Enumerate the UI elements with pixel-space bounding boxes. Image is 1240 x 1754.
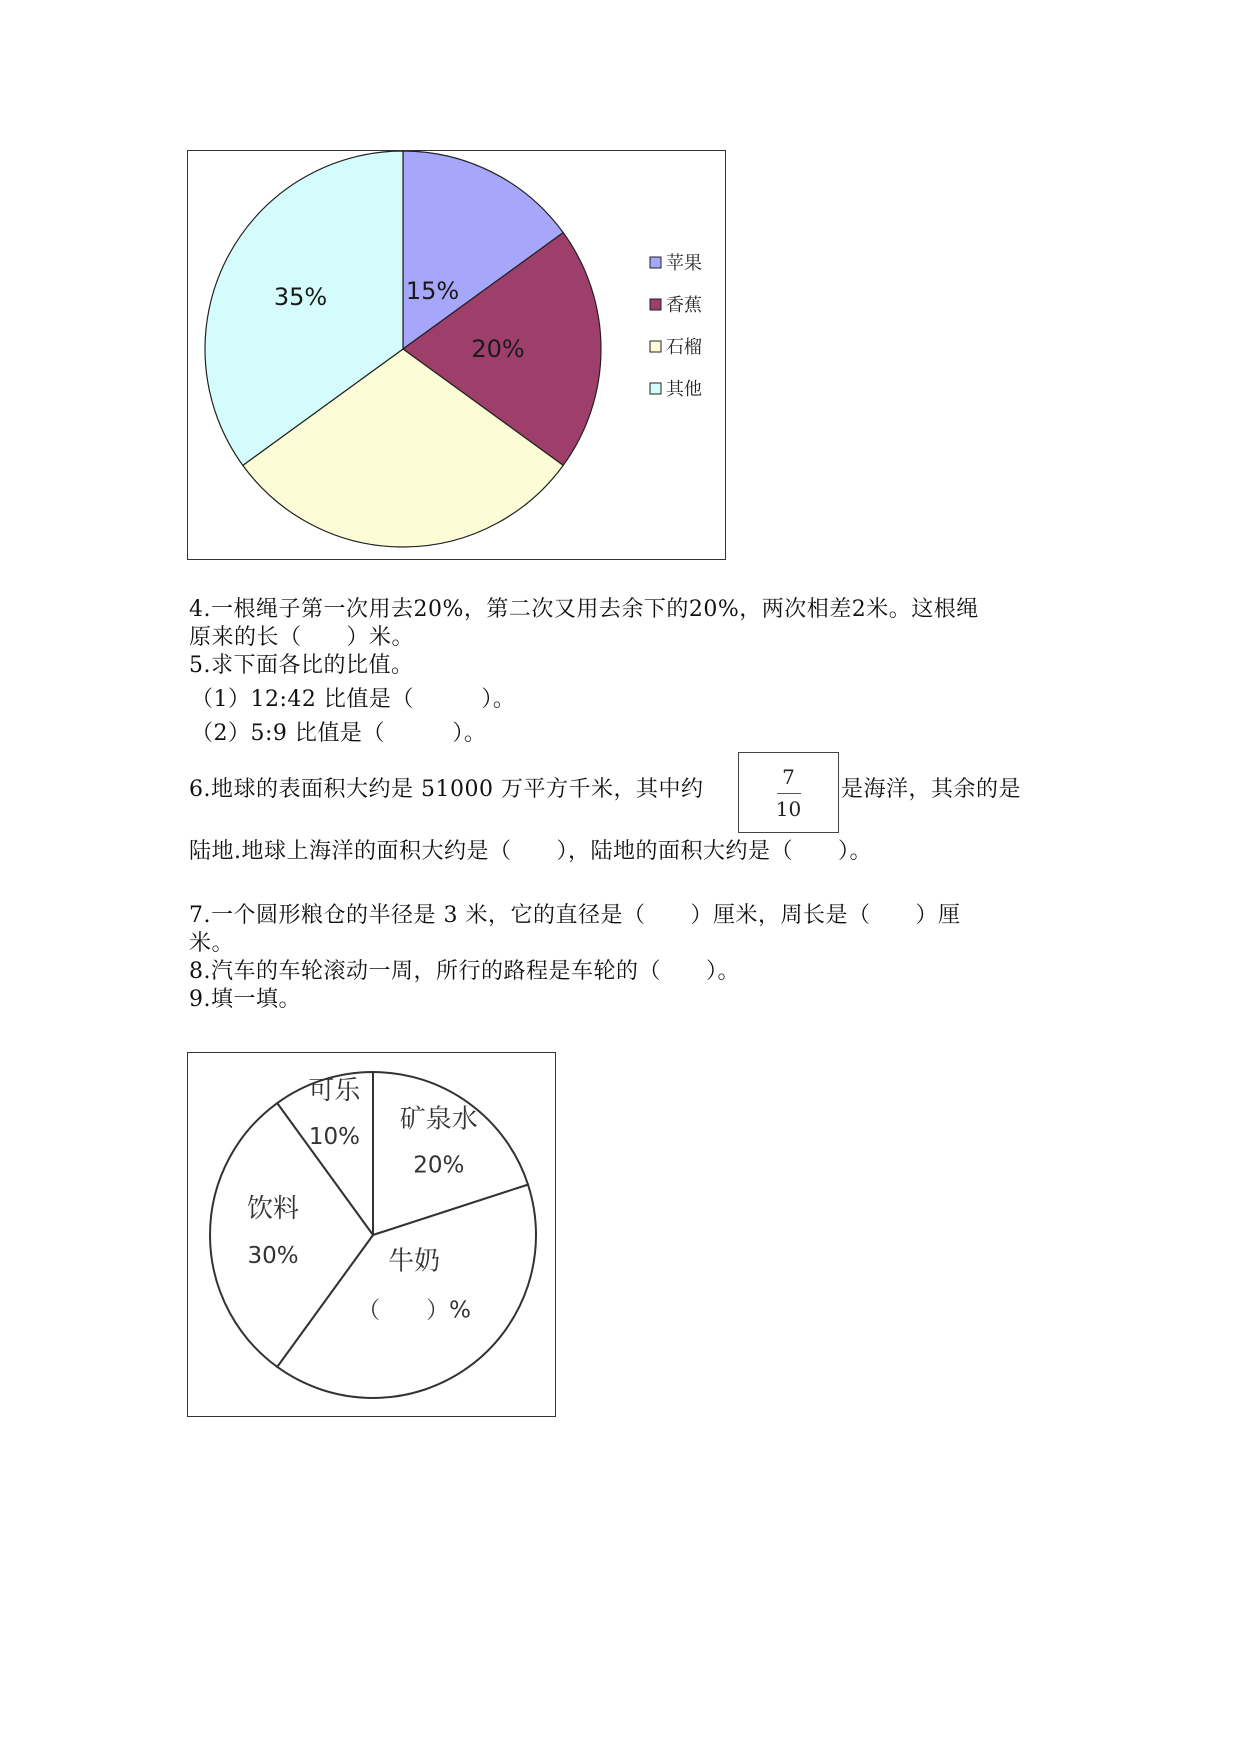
legend-label-2: 香蕉 [666, 295, 702, 316]
question-6-part-2: 是海洋，其余的是 [841, 777, 1022, 802]
legend-swatch-3 [650, 341, 661, 352]
question-4-line-2: 原来的长（ ）米。 [189, 625, 415, 650]
slice-value-label-4: 30% [247, 1243, 299, 1269]
fraction-denominator: 10 [775, 797, 802, 821]
legend-swatch-4 [650, 383, 661, 394]
fruit-pie-chart [187, 150, 726, 560]
legend-label-3: 石榴 [666, 337, 702, 358]
question-7-line-2: 米。 [189, 931, 235, 956]
drinks-pie-svg [188, 1053, 557, 1418]
legend-swatch-1 [650, 257, 661, 268]
question-5-item-1: （1）12:42 比值是（ ）。 [191, 687, 516, 712]
question-6-line-2: 陆地.地球上海洋的面积大约是（ ），陆地的面积大约是（ ）。 [189, 839, 872, 864]
question-4-line-1: 4.一根绳子第一次用去20%，第二次又用去余下的20%，两次相差2米。这根绳 [189, 597, 979, 622]
drinks-pie-chart [187, 1052, 556, 1417]
question-9: 9.填一填。 [189, 987, 301, 1012]
slice-name-label-3: 牛奶 [388, 1246, 441, 1277]
slice-value-label-3: （ ）% [357, 1297, 472, 1324]
question-8: 8.汽车的车轮滚动一周，所行的路程是车轮的（ ）。 [189, 959, 740, 984]
pie-data-label-2: 20% [471, 335, 525, 363]
question-5-item-2: （2）5:9 比值是（ ）。 [191, 721, 487, 746]
legend-label-1: 苹果 [666, 253, 702, 274]
slice-name-label-4: 饮料 [246, 1194, 300, 1224]
pie-data-label-4: 35% [273, 282, 328, 311]
question-7-line-1: 7.一个圆形粮仓的半径是 3 米，它的直径是（ ）厘米，周长是（ ）厘 [189, 903, 961, 928]
legend-swatch-2 [650, 299, 661, 310]
pie-data-label-1: 15% [405, 277, 460, 306]
legend-label-4: 其他 [666, 379, 702, 400]
slice-name-label-1: 可乐 [308, 1076, 361, 1107]
fraction-numerator: 7 [782, 765, 795, 789]
slice-value-label-2: 20% [413, 1152, 465, 1179]
fraction-box [738, 752, 839, 833]
question-6-part-1: 6.地球的表面积大约是 51000 万平方千米，其中约 [189, 777, 704, 802]
question-5-title: 5.求下面各比的比值。 [189, 653, 414, 678]
fraction-bar [777, 793, 801, 794]
fruit-pie-svg [188, 151, 727, 561]
slice-value-label-1: 10% [308, 1124, 360, 1151]
slice-name-label-2: 矿泉水 [399, 1104, 478, 1135]
